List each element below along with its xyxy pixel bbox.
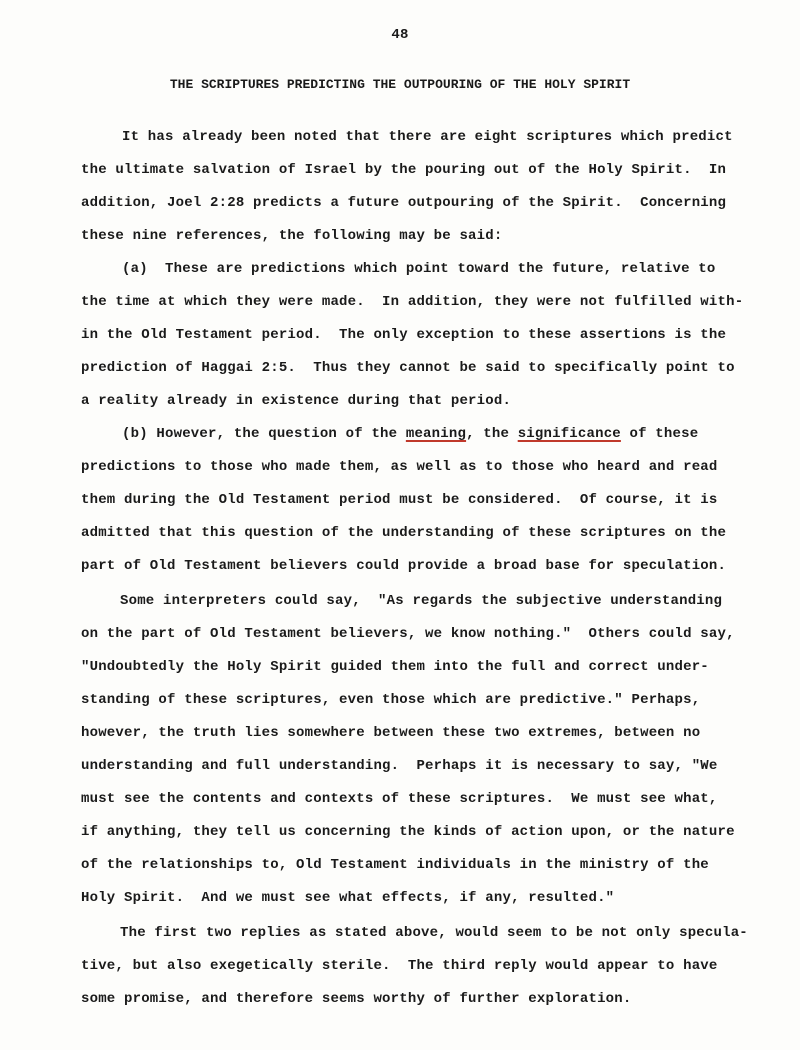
text-line: (a) These are predictions which point toward the future, relative to <box>122 261 716 277</box>
text-line: understanding and full understanding. Perhaps it is necessary to say, "We <box>81 758 718 774</box>
text-segment: , the <box>466 426 518 442</box>
text-line: prediction of Haggai 2:5. Thus they cannot be said to specifically point to <box>81 360 735 376</box>
text-line: some promise, and therefore seems worthy of further exploration. <box>81 991 632 1007</box>
section-heading: THE SCRIPTURES PREDICTING THE OUTPOURING OF THE HOLY SPIRIT <box>169 77 631 92</box>
text-line: on the part of Old Testament believers, we know nothing." Others could say, <box>81 626 735 642</box>
page-number: 48 <box>391 27 409 43</box>
text-line-b <box>122 425 698 443</box>
text-line: standing of these scriptures, even those which are predictive." Perhaps, <box>81 692 701 708</box>
text-line: must see the contents and contexts of these scriptures. We must see what, <box>81 791 718 807</box>
text-line: these nine references, the following may be said: <box>81 228 503 244</box>
underlined-word-meaning: meaning <box>405 426 467 442</box>
text-line: in the Old Testament period. The only exception to these assertions is the <box>81 327 727 343</box>
text-line: part of Old Testament believers could provide a broad base for speculation. <box>81 558 727 574</box>
text-line: the ultimate salvation of Israel by the pouring out of the Holy Spirit. In <box>81 162 727 178</box>
text-line: tive, but also exegetically sterile. The third reply would appear to have <box>81 958 718 974</box>
underlined-word-significance: significance <box>517 426 621 442</box>
text-line: of the relationships to, Old Testament individuals in the ministry of the <box>81 857 709 873</box>
text-line: them during the Old Testament period must be considered. Of course, it is <box>81 492 718 508</box>
text-line: It has already been noted that there are eight scriptures which predict <box>122 129 733 145</box>
text-line: "Undoubtedly the Holy Spirit guided them into the full and correct under- <box>81 659 709 675</box>
text-line: admitted that this question of the understanding of these scriptures on the <box>81 525 727 541</box>
text-line: a reality already in existence during that period. <box>81 393 512 409</box>
text-line: predictions to those who made them, as well as to those who heard and read <box>81 459 718 475</box>
text-line: the time at which they were made. In addition, they were not fulfilled with- <box>81 294 744 310</box>
text-segment: of these <box>620 426 699 442</box>
text-segment: (b) However, the question of the <box>122 426 406 442</box>
text-line: however, the truth lies somewhere between these two extremes, between no <box>81 725 701 741</box>
text-line: if anything, they tell us concerning the kinds of action upon, or the nature <box>81 824 735 840</box>
text-line: The first two replies as stated above, would seem to be not only specula- <box>120 925 748 941</box>
text-line: Holy Spirit. And we must see what effects, if any, resulted." <box>81 890 615 906</box>
text-line: addition, Joel 2:28 predicts a future outpouring of the Spirit. Concerning <box>81 195 727 211</box>
text-line: Some interpreters could say, "As regards the subjective understanding <box>120 593 723 609</box>
